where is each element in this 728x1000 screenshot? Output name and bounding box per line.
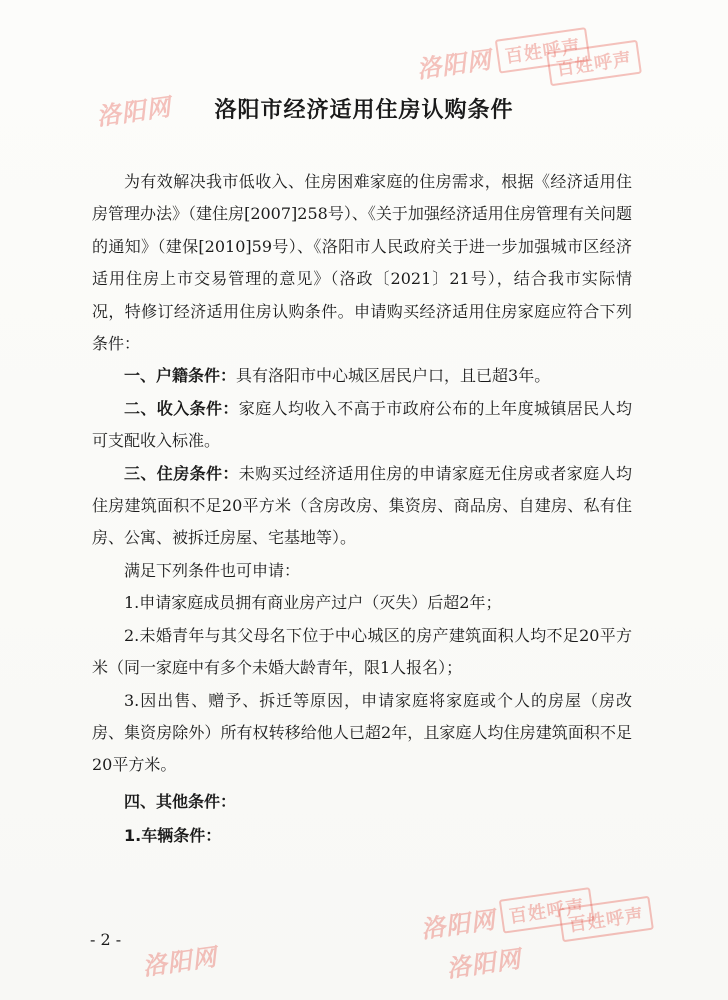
watermark-brush-text: 洛阳网 <box>140 941 219 982</box>
watermark-brush-text: 洛阳网 <box>94 91 173 132</box>
condition-text: 具有洛阳市中心城区居民户口，且已超3年。 <box>236 366 551 386</box>
condition-label: 一、户籍条件： <box>124 366 237 386</box>
section-four-heading: 四、其他条件： <box>124 791 237 811</box>
watermark-brush-text: 洛阳网 <box>415 44 494 84</box>
condition-text: 家庭人均收入不高于市政府公布的上年度城镇居民人均可支配收入标准。 <box>92 398 632 451</box>
watermark-brush-text: 洛阳网 <box>419 904 498 944</box>
watermark <box>444 939 523 984</box>
list-item: 2.未婚青年与其父母名下位于中心城区的房产建筑面积人均不足20平方米（同一家庭中有多个未婚大龄青年，限1人报名）； <box>92 625 632 678</box>
condition-household <box>92 360 632 392</box>
watermark <box>546 40 642 86</box>
vehicle-condition-heading: 1.车辆条件： <box>124 826 222 846</box>
watermark-stamp: 百姓呼声 <box>499 887 595 933</box>
document-title: 洛阳市经济适用住房认购条件 <box>214 98 514 123</box>
condition-housing <box>92 458 632 555</box>
watermark <box>418 886 594 945</box>
condition-income <box>92 393 632 458</box>
watermark-stamp: 百姓呼声 <box>495 27 591 73</box>
list-item: 3.因出售、赠予、拆迁等原因，申请家庭将家庭或个人的房屋（房改房、集资房除外）所有权转移给他人已超2年，且家庭人均住房建筑面积不足20平方米。 <box>92 690 632 775</box>
watermark <box>558 896 654 942</box>
watermark-stamp: 百姓呼声 <box>546 40 642 86</box>
intro-paragraph: 为有效解决我市低收入、住房困难家庭的住房需求，根据《经济适用住房管理办法》（建住房[2007]258号）、《关于加强经济适用住房管理有关问题的通知》（建保[2010]59号）、《洛阳市人民政府关于进一步加强城市区经济适用住房上市交易管理的意见》（洛政〔2021〕21号），结合我市实际情况，特修订经济适用住房认购条件。申请购买经济适用住房家庭应符合下列条件： <box>92 172 632 354</box>
watermark-brush-text: 洛阳网 <box>444 943 523 984</box>
condition-label: 三、住房条件： <box>124 463 239 483</box>
page-number: - 2 - <box>90 930 122 949</box>
also-apply-line: 满足下列条件也可申请： <box>124 560 301 580</box>
watermark <box>140 937 219 982</box>
condition-text: 未购买过经济适用住房的申请家庭无住房或者家庭人均住房建筑面积不足20平方米（含房改房、集资房、商品房、自建房、私有住房、公寓、被拆迁房屋、宅基地等）。 <box>92 463 632 548</box>
condition-label: 二、收入条件： <box>124 398 239 418</box>
document-body <box>92 166 632 853</box>
watermark-stamp: 百姓呼声 <box>558 896 654 942</box>
list-item: 1.申请家庭成员拥有商业房产过户（灭失）后超2年； <box>124 593 502 613</box>
watermark <box>414 26 590 85</box>
